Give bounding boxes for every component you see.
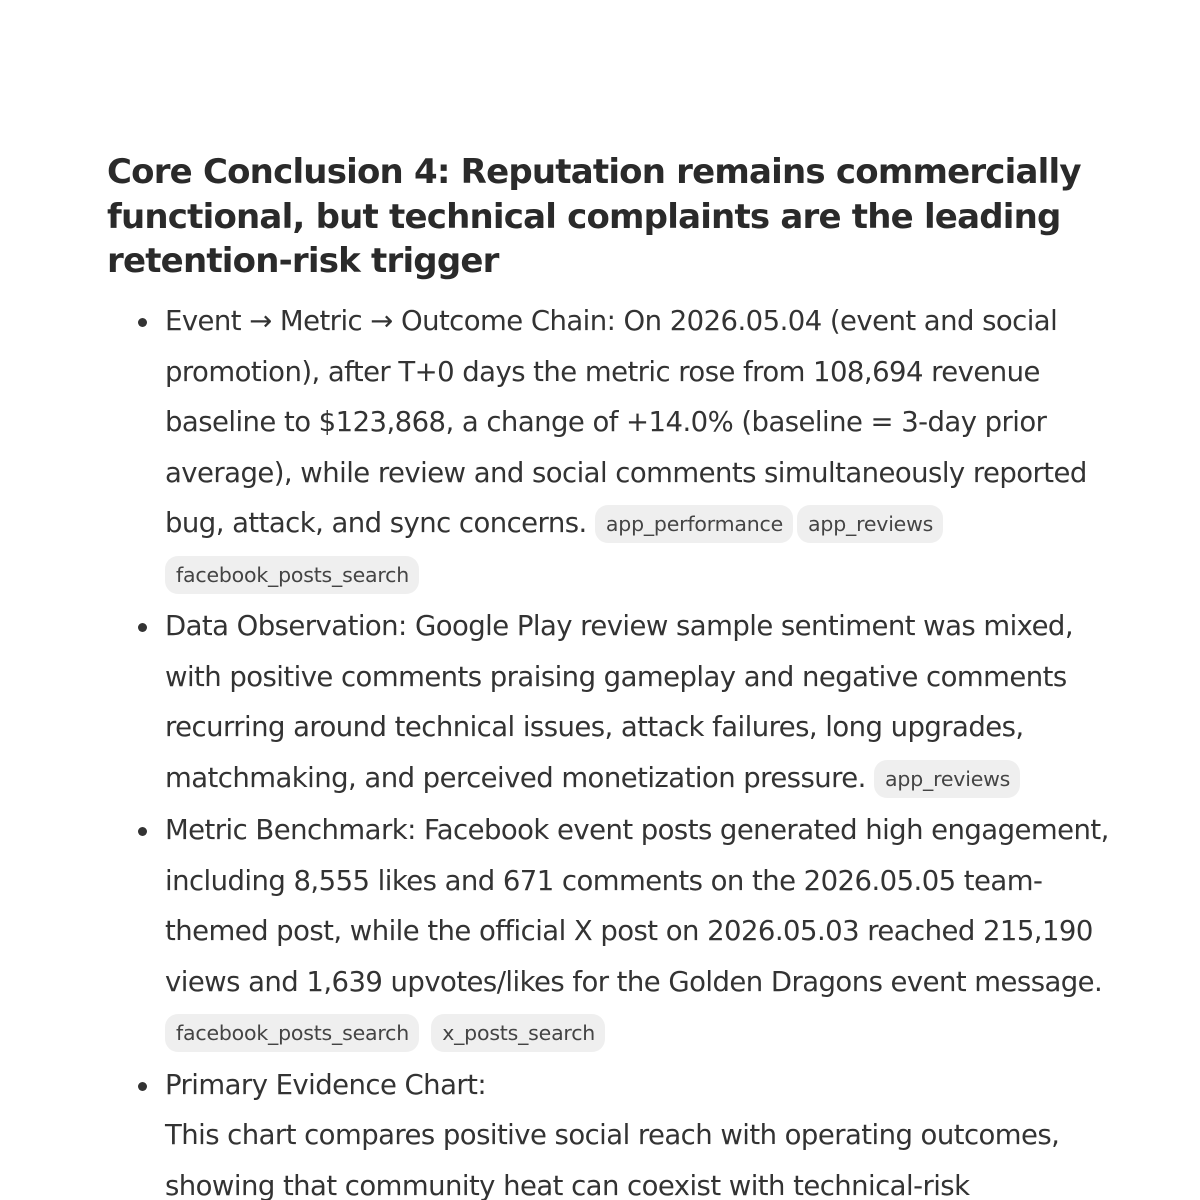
chart-description: This chart compares positive social reach with operating outcomes, showing that community heat can coexist with technical-risk: [165, 1119, 1060, 1200]
bullet-dot: [138, 318, 147, 327]
bullet-dot: [138, 827, 147, 836]
bullet-text: Event → Metric → Outcome Chain: On 2026.05.04 (event and social promotion), after T+0 days the metric rose from 108,694 revenue baseline to $123,868, a change of +14.0% (baseline = 3-day prior average), while review and social comments simultaneously reported bug, attack, and sync concerns.: [165, 305, 1087, 539]
bullet-text: Metric Benchmark: Facebook event posts generated high engagement, including 8,555 likes and 671 comments on the 2026.05.05 team-themed post, while the official X post on 2026.05.03 reached 215,190 views and 1,639 upvotes/likes for the Golden Dragons event message.: [165, 814, 1109, 998]
bullet-metric-benchmark: [165, 805, 1115, 1058]
bullet-dot: [138, 623, 147, 632]
source-tag-app-reviews[interactable]: app_reviews: [797, 505, 943, 543]
source-tag-app-reviews[interactable]: app_reviews: [874, 760, 1020, 798]
bullet-list: [0, 296, 1200, 1200]
source-tag-facebook-posts-search[interactable]: facebook_posts_search: [165, 556, 419, 594]
bullet-data-observation: [165, 601, 1115, 803]
bullet-event-metric-chain: [165, 296, 1115, 599]
bullet-label: Primary Evidence Chart:: [165, 1068, 487, 1101]
section-heading: Core Conclusion 4: Reputation remains commercially functional, but technical complaints are the leading retention-risk trigger: [107, 152, 1081, 281]
source-tag-x-posts-search[interactable]: x_posts_search: [431, 1014, 605, 1052]
source-tag-facebook-posts-search[interactable]: facebook_posts_search: [165, 1014, 419, 1052]
bullet-dot: [138, 1082, 147, 1091]
bullet-text: Data Observation: Google Play review sample sentiment was mixed, with positive comments praising gameplay and negative comments recurring around technical issues, attack failures, long upgrades, matchmaking, and perceived monetization pressure.: [165, 610, 1074, 794]
bullet-primary-evidence-chart: [165, 1060, 1115, 1200]
source-tag-app-performance[interactable]: app_performance: [595, 505, 793, 543]
